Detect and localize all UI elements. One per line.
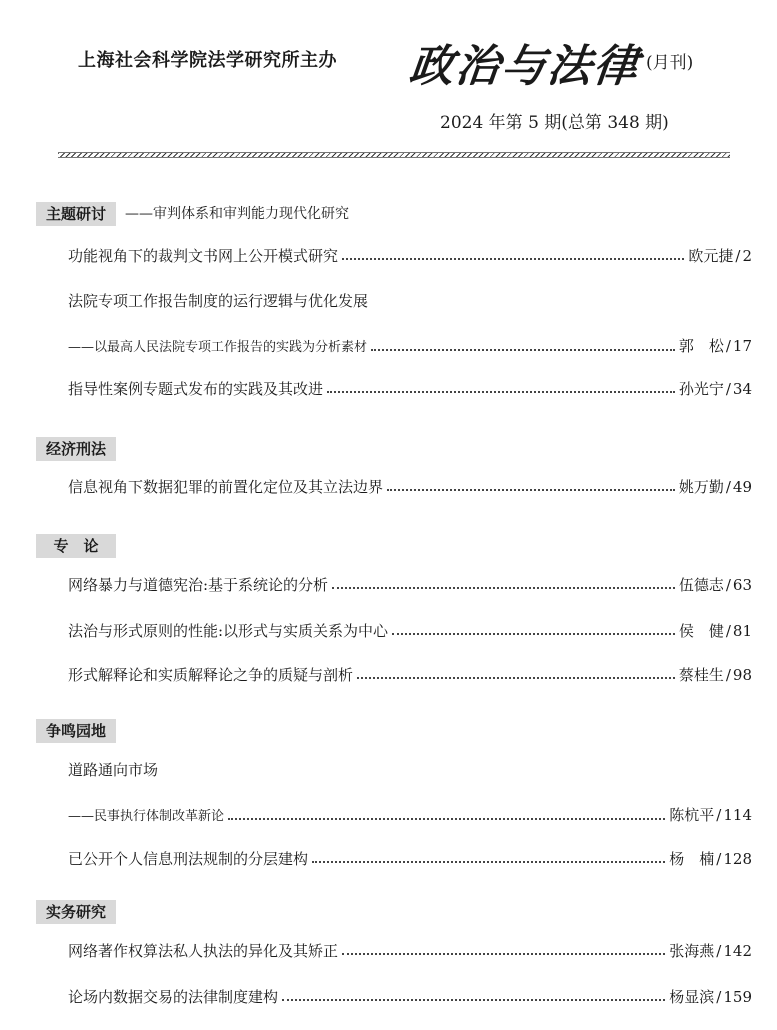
- slash: /: [716, 850, 722, 868]
- entry-author: 侯 健: [678, 622, 724, 640]
- toc-entry[interactable]: [68, 986, 752, 1008]
- entry-page: 159: [723, 988, 752, 1006]
- entry-page: 128: [723, 850, 752, 868]
- entry-subtitle: ——民事执行体制改革新论: [68, 809, 225, 824]
- toc-entry[interactable]: [68, 378, 752, 400]
- toc-entry[interactable]: [68, 804, 752, 828]
- entry-author: 伍德志: [678, 576, 724, 594]
- section-label-monograph: 专 论: [36, 534, 116, 558]
- entry-title: 信息视角下数据犯罪的前置化定位及其立法边界: [68, 478, 384, 496]
- entry-page: 49: [732, 478, 752, 496]
- slash: /: [716, 942, 722, 960]
- entry-author: 杨 楠: [669, 850, 715, 868]
- slash: /: [716, 988, 722, 1006]
- toc-entry[interactable]: [68, 245, 752, 267]
- entry-title: 已公开个人信息刑法规制的分层建构: [68, 850, 309, 868]
- entry-author: 姚万勤: [678, 478, 724, 496]
- sponsor-line: 上海社会科学院法学研究所主办: [78, 50, 337, 71]
- entry-author: 孙光宁: [678, 380, 724, 398]
- leader-dots: [392, 633, 675, 635]
- entry-page: 17: [732, 337, 752, 355]
- section-label-practice: 实务研究: [36, 900, 116, 924]
- slash: /: [735, 247, 741, 265]
- entry-title: 论场内数据交易的法律制度建构: [68, 988, 279, 1006]
- slash: /: [725, 622, 731, 640]
- toc-entry[interactable]: [68, 848, 752, 870]
- entry-author: 杨显滨: [669, 988, 715, 1006]
- journal-masthead: 政治与法律: [406, 41, 643, 92]
- section-label-debate: 争鸣园地: [36, 719, 116, 743]
- entry-page: 81: [732, 622, 752, 640]
- entry-author: 张海燕: [669, 942, 715, 960]
- slash: /: [725, 478, 731, 496]
- leader-dots: [312, 861, 665, 863]
- entry-page: 142: [723, 942, 752, 960]
- leader-dots: [327, 391, 675, 393]
- section-subtitle: ——审判体系和审判能力现代化研究: [125, 206, 349, 222]
- toc-entry[interactable]: [68, 290, 752, 312]
- entry-title: 道路通向市场: [68, 761, 159, 779]
- entry-title: 形式解释论和实质解释论之争的质疑与剖析: [68, 666, 354, 684]
- entry-author: 蔡桂生: [678, 666, 724, 684]
- entry-page: 2: [742, 247, 752, 265]
- leader-dots: [282, 999, 665, 1001]
- entry-page: 114: [723, 806, 752, 824]
- entry-title: 法治与形式原则的性能:以形式与实质关系为中心: [68, 622, 389, 640]
- frequency-label: (月刊): [646, 53, 694, 73]
- leader-dots: [371, 349, 675, 351]
- slash: /: [716, 806, 722, 824]
- entry-title: 法院专项工作报告制度的运行逻辑与优化发展: [68, 292, 369, 310]
- toc-entry[interactable]: [68, 620, 752, 642]
- toc-entry[interactable]: [68, 335, 752, 359]
- entry-title: 网络著作权算法私人执法的异化及其矫正: [68, 942, 339, 960]
- entry-title: 功能视角下的裁判文书网上公开模式研究: [68, 247, 339, 265]
- toc-entry[interactable]: [68, 476, 752, 498]
- leader-dots: [342, 258, 684, 260]
- leader-dots: [332, 587, 675, 589]
- toc-entry[interactable]: [68, 664, 752, 686]
- entry-page: 98: [732, 666, 752, 684]
- entry-title: 指导性案例专题式发布的实践及其改进: [68, 380, 324, 398]
- entry-author: 陈杭平: [669, 806, 715, 824]
- leader-dots: [342, 953, 665, 955]
- header-divider: [58, 152, 730, 158]
- leader-dots: [228, 818, 665, 820]
- slash: /: [725, 666, 731, 684]
- leader-dots: [357, 677, 675, 679]
- entry-subtitle: ——以最高人民法院专项工作报告的实践为分析素材: [68, 340, 368, 355]
- section-label-theme: 主题研讨: [36, 202, 116, 226]
- toc-entry[interactable]: [68, 940, 752, 962]
- entry-title: 网络暴力与道德宪治:基于系统论的分析: [68, 576, 329, 594]
- entry-page: 34: [732, 380, 752, 398]
- section-label-economic-criminal-law: 经济刑法: [36, 437, 116, 461]
- entry-page: 63: [732, 576, 752, 594]
- entry-author: 欧元捷: [688, 247, 734, 265]
- leader-dots: [387, 489, 675, 491]
- entry-author: 郭 松: [678, 337, 724, 355]
- slash: /: [725, 380, 731, 398]
- slash: /: [725, 576, 731, 594]
- issue-number: 2024 年第 5 期(总第 348 期): [440, 113, 669, 133]
- toc-entry[interactable]: [68, 759, 752, 781]
- slash: /: [725, 337, 731, 355]
- toc-entry[interactable]: [68, 574, 752, 596]
